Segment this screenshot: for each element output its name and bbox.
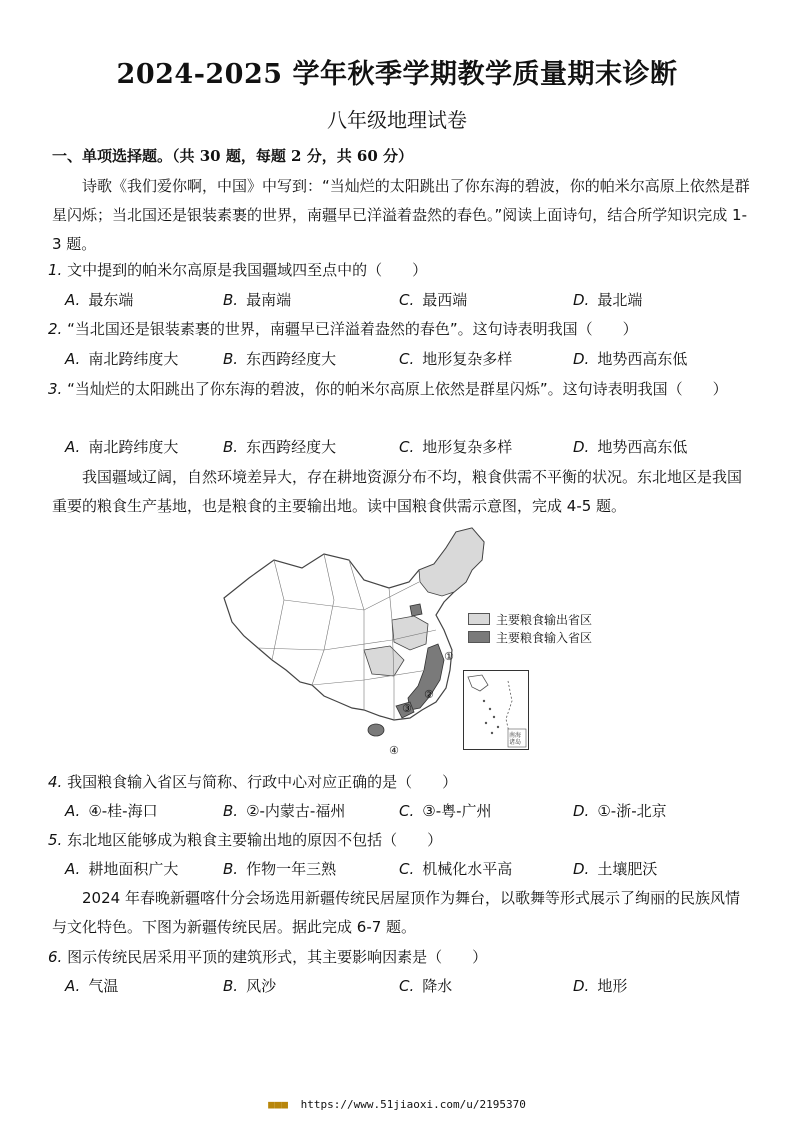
option-letter: B. xyxy=(223,291,239,309)
question-number: 5. xyxy=(48,831,63,849)
question-stem: 文中提到的帕米尔高原是我国疆域四至点中的（ ） xyxy=(67,261,428,279)
intro-passage-1: 诗歌《我们爱你啊，中国》中写到：“当灿烂的太阳跳出了你东海的碧波，你的帕米尔高原上依然是群星闪烁；当北国还是银装素裹的世界，南疆早已洋溢着盎然的春色。”阅读上面诗句，结合所学知识完成 1-3 题。 xyxy=(52,177,750,253)
option-letter: B. xyxy=(223,438,239,456)
legend-swatch-export xyxy=(468,613,490,625)
option-letter: D. xyxy=(573,291,590,309)
option-d[interactable] xyxy=(573,286,642,315)
footer xyxy=(0,1098,794,1111)
question-number: 1. xyxy=(48,261,63,279)
page-title: 2024-2025 学年秋季学期教学质量期末诊断 xyxy=(116,59,678,90)
option-c[interactable] xyxy=(399,345,512,374)
marker-1: ① xyxy=(444,650,454,663)
option-letter: A. xyxy=(65,977,81,995)
option-text: 东西跨经度大 xyxy=(246,350,337,368)
option-text: 最南端 xyxy=(246,291,292,309)
option-text: 南北跨纬度大 xyxy=(88,350,179,368)
option-text: 地形复杂多样 xyxy=(422,438,513,456)
legend-item-import xyxy=(468,628,592,646)
option-letter: C. xyxy=(399,860,415,878)
page-subtitle: 八年级地理试卷 xyxy=(327,108,467,132)
question-number: 6. xyxy=(48,948,63,966)
option-text: 耕地面积广大 xyxy=(88,860,179,878)
question-6-options xyxy=(65,972,745,1001)
option-letter: A. xyxy=(65,350,81,368)
legend-swatch-import xyxy=(468,631,490,643)
option-letter: B. xyxy=(223,860,239,878)
option-letter: D. xyxy=(573,802,590,820)
option-text: 机械化水平高 xyxy=(422,860,513,878)
marker-3: ③ xyxy=(402,702,412,715)
question-6 xyxy=(48,943,758,972)
marker-2: ② xyxy=(424,688,434,701)
option-letter: C. xyxy=(399,438,415,456)
option-letter: A. xyxy=(65,860,81,878)
question-2 xyxy=(48,315,758,344)
legend-item-export xyxy=(468,610,592,628)
option-a[interactable] xyxy=(65,345,178,374)
option-text: 降水 xyxy=(422,977,453,995)
option-text: ①-浙-北京 xyxy=(597,802,667,820)
region-hainan xyxy=(368,724,384,736)
watermark-logo: ■■■ xyxy=(268,1098,289,1111)
inset-label-2: 诸岛 xyxy=(509,739,522,746)
question-stem: 图示传统民居采用平顶的建筑形式，其主要影响因素是（ ） xyxy=(67,948,488,966)
legend-label: 主要粮食输出省区 xyxy=(496,612,593,627)
option-text: 最西端 xyxy=(422,291,468,309)
option-c[interactable] xyxy=(399,433,512,462)
option-text: ④-桂-海口 xyxy=(88,802,158,820)
question-3 xyxy=(48,375,758,404)
option-letter: C. xyxy=(399,802,415,820)
inset-graphic xyxy=(464,671,528,749)
region-beijing-import xyxy=(410,604,422,616)
south-china-sea-inset xyxy=(463,670,529,750)
option-letter: A. xyxy=(65,291,81,309)
option-text: 最东端 xyxy=(88,291,134,309)
option-c[interactable] xyxy=(399,855,512,884)
intro-passage-2: 我国疆域辽阔，自然环境差异大，存在耕地资源分布不均，粮食供需不平衡的状况。东北地区是我国重要的粮食生产基地，也是粮食的主要输出地。读中国粮食供需示意图，完成 4-5 题。 xyxy=(52,468,743,515)
map-legend xyxy=(468,610,592,646)
option-c[interactable] xyxy=(399,972,452,1001)
option-letter: B. xyxy=(223,977,239,995)
option-letter: C. xyxy=(399,291,415,309)
option-letter: D. xyxy=(573,977,590,995)
question-2-options xyxy=(65,345,745,374)
option-text: 作物一年三熟 xyxy=(246,860,337,878)
island-dots xyxy=(483,700,499,734)
option-b[interactable] xyxy=(223,433,336,462)
option-b[interactable] xyxy=(223,855,336,884)
option-a[interactable] xyxy=(65,433,178,462)
option-a[interactable] xyxy=(65,855,178,884)
option-letter: D. xyxy=(573,438,590,456)
option-letter: A. xyxy=(65,438,81,456)
question-stem: “当灿烂的太阳跳出了你东海的碧波，你的帕米尔高原上依然是群星闪烁”。这句诗表明我国（ ） xyxy=(67,380,728,398)
inset-label: 南海 xyxy=(509,732,522,739)
option-text: ③-粤-广州 xyxy=(422,802,492,820)
option-text: ②-内蒙古-福州 xyxy=(246,802,346,820)
question-number: 3. xyxy=(48,380,63,398)
question-number: 4. xyxy=(48,773,63,791)
option-b[interactable] xyxy=(223,972,276,1001)
question-stem: 东北地区能够成为粮食主要输出地的原因不包括（ ） xyxy=(67,831,443,849)
option-text: 最北端 xyxy=(597,291,643,309)
option-b[interactable] xyxy=(223,345,336,374)
option-c[interactable] xyxy=(399,797,492,826)
option-d[interactable] xyxy=(573,797,667,826)
option-d[interactable] xyxy=(573,972,627,1001)
question-3-options xyxy=(65,433,745,462)
question-4 xyxy=(48,768,758,797)
legend-label: 主要粮食输入省区 xyxy=(496,630,593,645)
question-number: 2. xyxy=(48,320,63,338)
intro-passage-3: 2024 年春晚新疆喀什分会场选用新疆传统民居屋顶作为舞台，以歌舞等形式展示了绚丽的民族风情与文化特色。下图为新疆传统民居。据此完成 6-7 题。 xyxy=(52,889,740,936)
option-text: 风沙 xyxy=(246,977,277,995)
option-b[interactable] xyxy=(223,286,291,315)
option-text: 土壤肥沃 xyxy=(597,860,658,878)
question-5 xyxy=(48,826,758,855)
option-a[interactable] xyxy=(65,797,158,826)
question-5-options xyxy=(65,855,745,884)
option-text: 东西跨经度大 xyxy=(246,438,337,456)
option-letter: B. xyxy=(223,350,239,368)
option-c[interactable] xyxy=(399,286,467,315)
option-d[interactable] xyxy=(573,855,657,884)
section-heading: 一、单项选择题。（共 30 题，每题 2 分，共 60 分） xyxy=(52,147,414,165)
option-text: 地势西高东低 xyxy=(597,438,688,456)
option-text: 地形复杂多样 xyxy=(422,350,513,368)
option-letter: C. xyxy=(399,977,415,995)
option-letter: D. xyxy=(573,860,590,878)
option-d[interactable] xyxy=(573,345,687,374)
question-stem: “当北国还是银装素裹的世界，南疆早已洋溢着盎然的春色”。这句诗表明我国（ ） xyxy=(67,320,638,338)
option-text: 地势西高东低 xyxy=(597,350,688,368)
option-letter: D. xyxy=(573,350,590,368)
option-letter: C. xyxy=(399,350,415,368)
option-b[interactable] xyxy=(223,797,345,826)
option-text: 地形 xyxy=(597,977,628,995)
marker-4: ④ xyxy=(389,744,399,757)
option-letter: A. xyxy=(65,802,81,820)
footer-url[interactable]: https://www.51jiaoxi.com/u/2195370 xyxy=(300,1098,526,1111)
option-a[interactable] xyxy=(65,286,133,315)
question-stem: 我国粮食输入省区与简称、行政中心对应正确的是（ ） xyxy=(67,773,458,791)
question-4-options xyxy=(65,797,745,826)
option-letter: B. xyxy=(223,802,239,820)
option-a[interactable] xyxy=(65,972,118,1001)
option-d[interactable] xyxy=(573,433,687,462)
option-text: 气温 xyxy=(88,977,119,995)
option-text: 南北跨纬度大 xyxy=(88,438,179,456)
question-1-options xyxy=(65,286,745,315)
question-1 xyxy=(48,256,758,285)
